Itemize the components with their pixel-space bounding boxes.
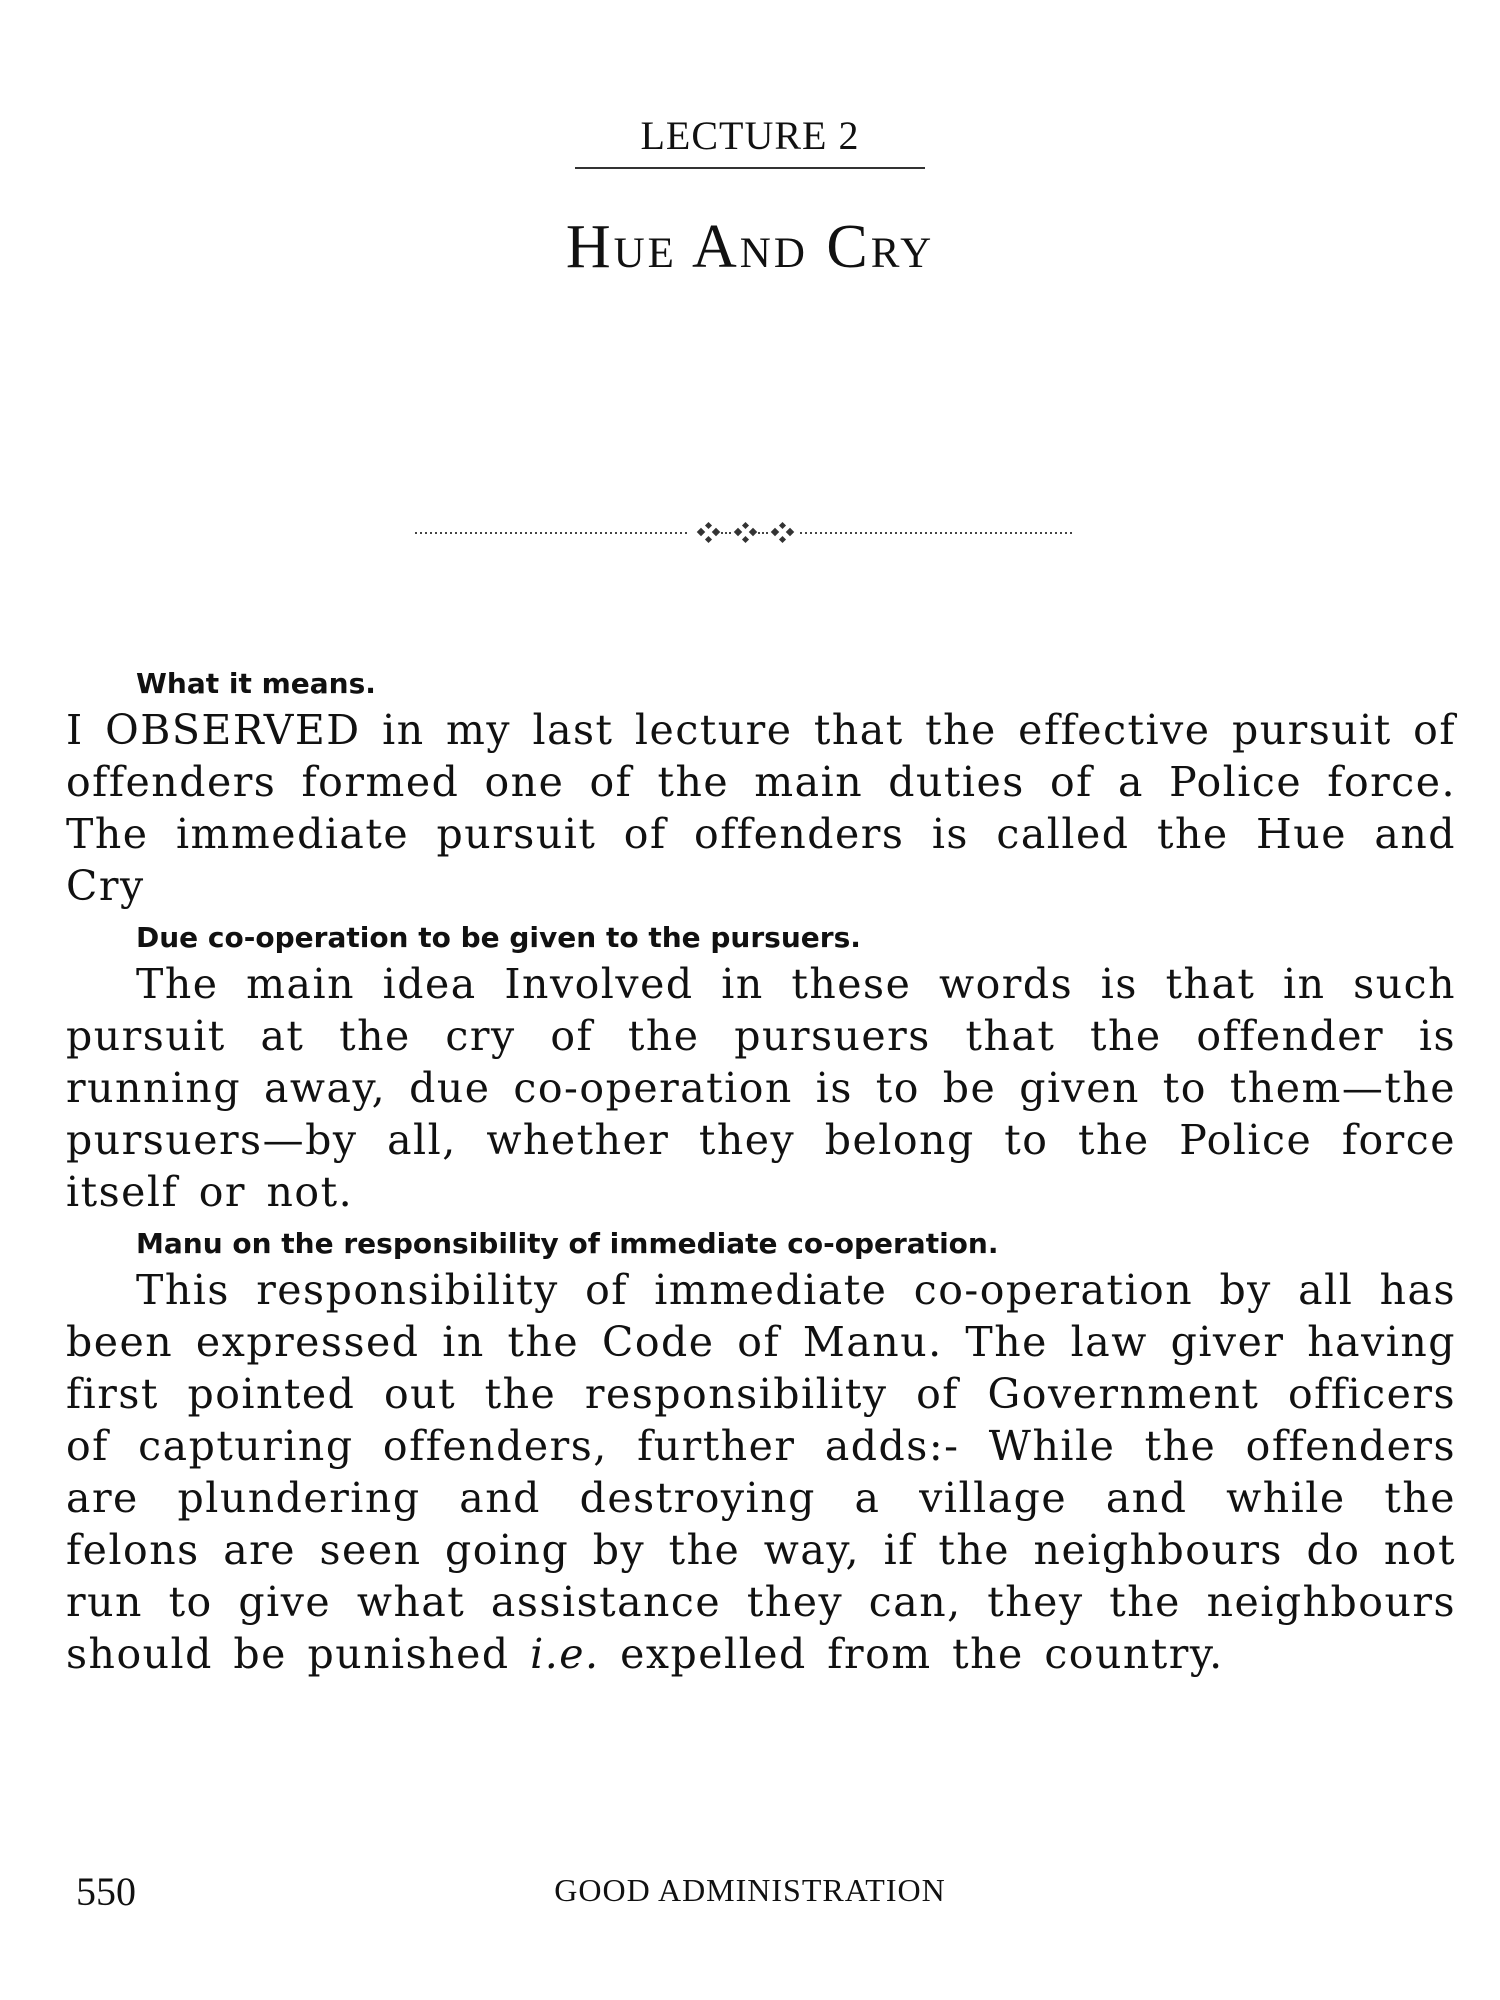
paragraph-text: expelled from the country.	[599, 1630, 1224, 1678]
side-heading: Manu on the responsibility of immediate co-operation.	[136, 1227, 999, 1260]
running-footer-title: GOOD ADMINISTRATION	[554, 1872, 946, 1908]
paragraph-text: This responsibility of immediate co-operation by all has been expressed in the Code of Manu. The law giver having first pointed out the responsibility of Government officers of capturing offenders, further adds:- While the offenders are plundering and destroying a village and while the felons are seen going by the way, if the neighbours do not run to give what assistance they can, they the neighbours should be punished	[66, 1266, 1456, 1678]
side-heading: What it means.	[136, 667, 376, 700]
paragraph	[66, 1264, 1456, 1680]
chapter-title: Hue And Cry	[565, 213, 935, 281]
ornament-divider	[415, 518, 1075, 548]
page-number: 550	[76, 1869, 136, 1914]
lecture-underline	[575, 167, 925, 169]
body-text	[66, 664, 1456, 1680]
italic-abbreviation: i.e.	[530, 1630, 600, 1678]
paragraph: I OBSERVED in my last lecture that the effective pursuit of offenders formed one of the main duties of a Police force. The immediate pursuit of offenders is called the Hue and Cry	[66, 706, 1456, 910]
paragraph: The main idea Involved in these words is that in such pursuit at the cry of the pursuers that the offender is running away, due co-operation is to be given to them—the pursuers—by all, whether they belong to the Police force itself or not.	[66, 960, 1456, 1216]
side-heading: Due co-operation to be given to the pursuers.	[136, 921, 861, 954]
lecture-label: LECTURE 2	[640, 113, 860, 158]
